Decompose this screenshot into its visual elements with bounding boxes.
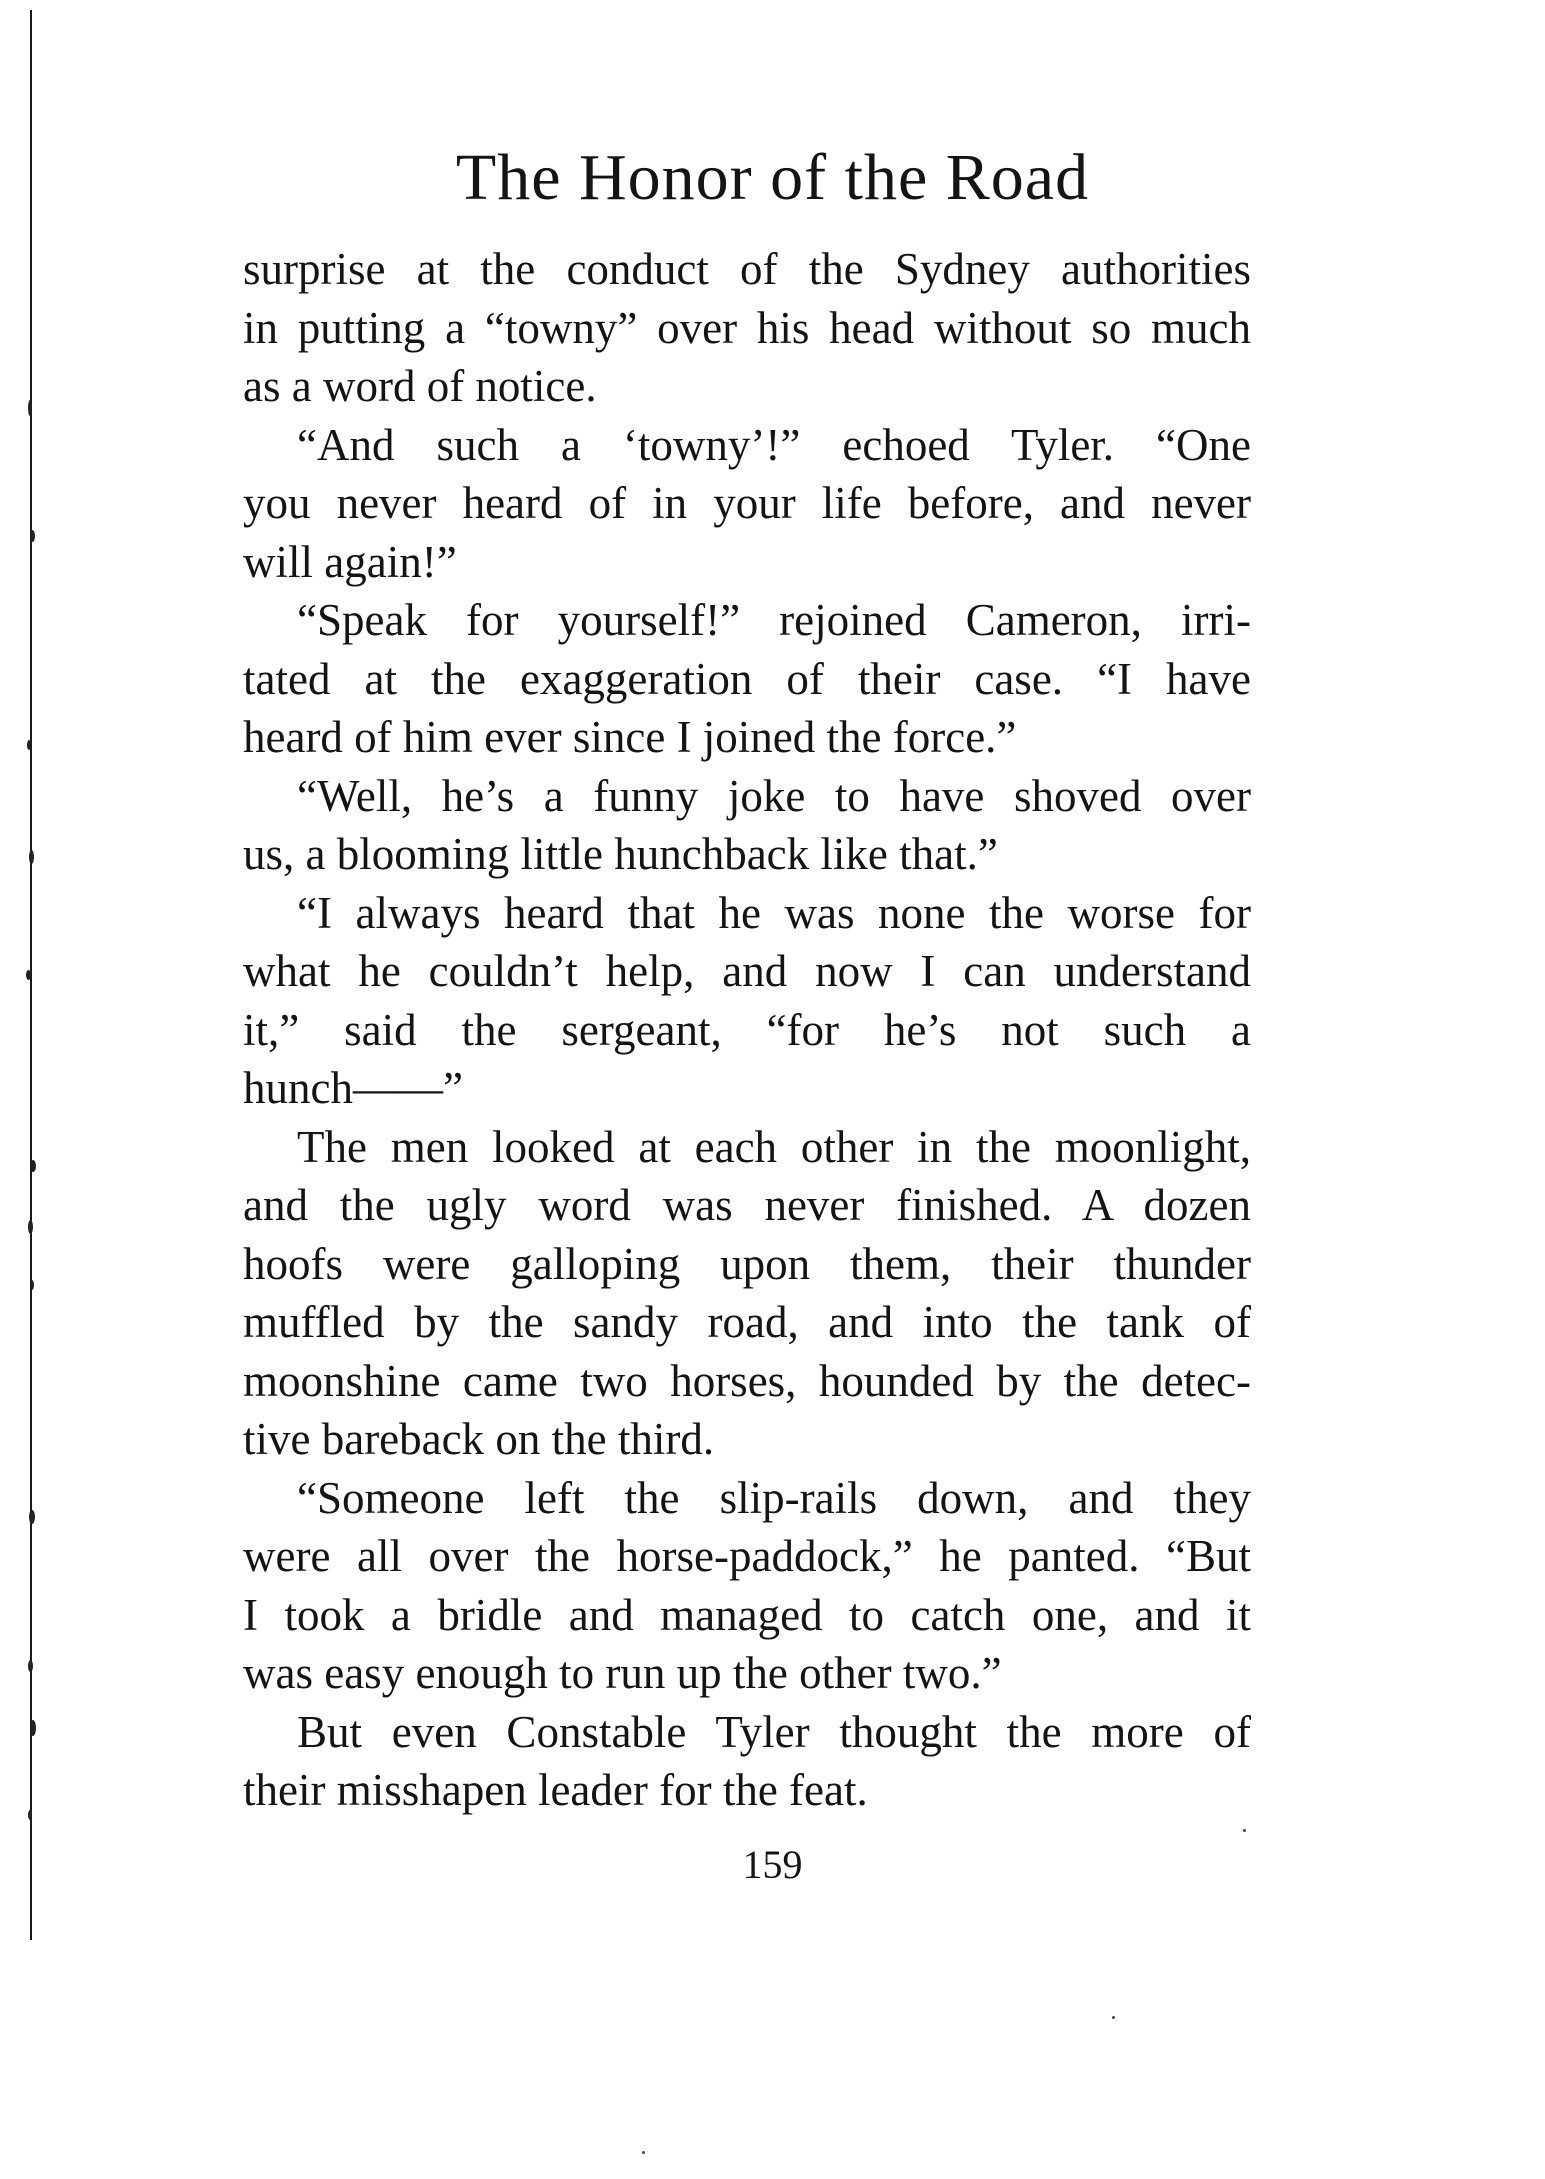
text-line: will again!” — [243, 536, 457, 587]
paper-speck — [642, 2151, 645, 2154]
text-line: The men looked at each other in the moonlight, — [297, 1121, 1251, 1172]
text-line: muffled by the sandy road, and into the tank of — [243, 1297, 1251, 1347]
text-line: hoofs were galloping upon them, their thunder — [243, 1238, 1251, 1289]
text-line: and the ugly word was never finished. A dozen — [243, 1180, 1251, 1230]
text-line: us, a blooming little hunchback like that.” — [243, 829, 998, 879]
paper-speck — [1243, 1829, 1246, 1832]
text-line: in putting a “towny” over his head without so much — [243, 302, 1251, 353]
text-line: “Someone left the slip-rails down, and they — [297, 1472, 1251, 1523]
text-line: tated at the exaggeration of their case. “I have — [243, 653, 1251, 704]
text-line: their misshapen leader for the feat. — [243, 1765, 868, 1815]
text-line: was easy enough to run up the other two.” — [243, 1648, 1002, 1698]
text-line: “I always heard that he was none the worse for — [297, 887, 1251, 938]
text-line: tive bareback on the third. — [243, 1414, 715, 1464]
text-line: But even Constable Tyler thought the more of — [297, 1706, 1251, 1757]
text-line: what he couldn’t help, and now I can understand — [243, 946, 1251, 996]
text-line: I took a bridle and managed to catch one, and it — [243, 1589, 1251, 1640]
text-line: “Well, he’s a funny joke to have shoved over — [297, 770, 1251, 821]
body-text — [243, 240, 1251, 1820]
page-number: 159 — [742, 1842, 803, 1887]
running-head: The Honor of the Road — [455, 141, 1090, 214]
text-line: it,” said the sergeant, “for he’s not such a — [243, 1004, 1251, 1055]
text-line: you never heard of in your life before, and never — [243, 478, 1251, 528]
text-line: heard of him ever since I joined the force.” — [243, 712, 1017, 762]
gutter-scan-specks — [24, 380, 54, 1920]
text-line: surprise at the conduct of the Sydney authorities — [243, 244, 1251, 294]
text-line: “Speak for yourself!” rejoined Cameron, irri- — [297, 595, 1251, 645]
text-line: as a word of notice. — [243, 361, 597, 411]
paper-speck — [1112, 2016, 1115, 2019]
text-line: were all over the horse-paddock,” he panted. “But — [243, 1531, 1251, 1581]
text-line: “And such a ‘towny’!” echoed Tyler. “One — [297, 419, 1251, 470]
text-line: hunch——” — [243, 1063, 463, 1113]
text-line: moonshine came two horses, hounded by the detec- — [243, 1355, 1251, 1406]
